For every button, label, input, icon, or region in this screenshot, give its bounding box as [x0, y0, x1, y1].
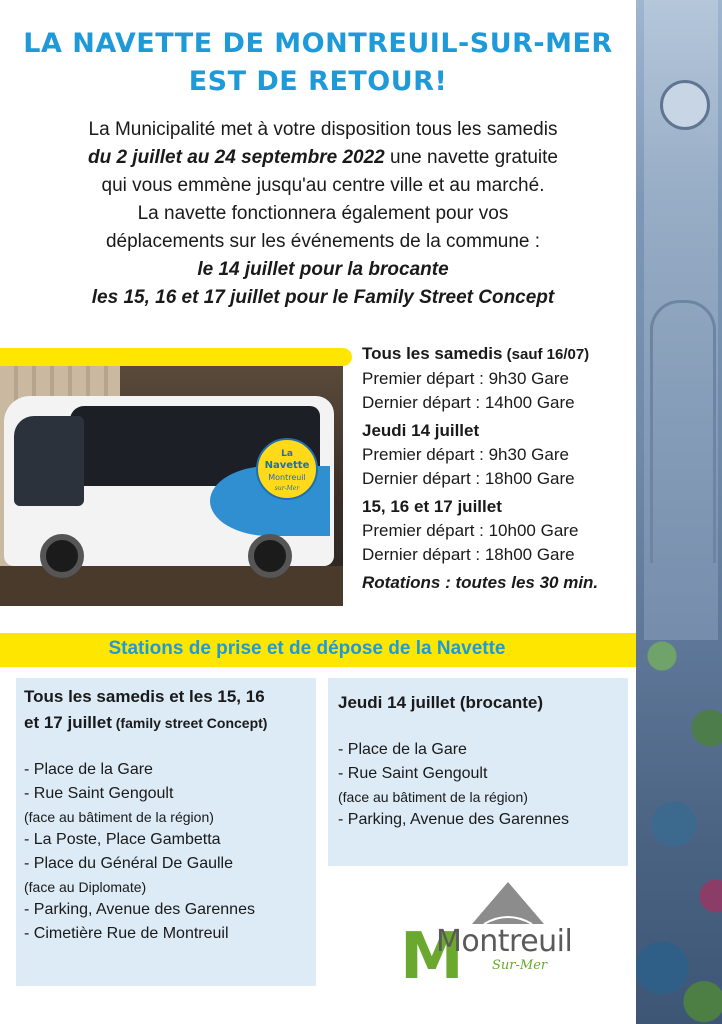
schedule-last-departure: Dernier départ : 18h00 Gare — [362, 545, 575, 564]
list-item-note: (face au bâtiment de la région) — [24, 809, 214, 825]
page-title-line2: EST DE RETOUR! — [188, 66, 448, 97]
list-item-note: (face au Diplomate) — [24, 879, 147, 895]
stations-box-header-text: et 17 juillet — [24, 713, 112, 732]
list-item: - La Poste, Place Gambetta — [24, 831, 221, 848]
schedule-group — [362, 342, 634, 415]
bus-wheel — [40, 534, 84, 578]
rotations-note: Rotations : toutes les 30 min. — [362, 573, 599, 592]
intro-line — [20, 144, 626, 172]
logo-word: Navette — [264, 460, 310, 471]
bus-windshield — [14, 416, 84, 506]
logo-text: Montreuil — [436, 924, 573, 959]
schedule-header-note: (sauf 16/07) — [502, 346, 590, 363]
list-item: - Parking, Avenue des Garennes — [338, 811, 569, 828]
stations-box-header: Tous les samedis et les 15, 16 — [24, 687, 265, 706]
logo-subtext: Sur-Mer — [492, 958, 548, 973]
intro-text — [20, 116, 626, 312]
schedule-header-text: Jeudi 14 juillet — [362, 421, 480, 440]
stations-box-saturdays — [16, 678, 316, 986]
bus-photo — [0, 366, 343, 606]
page-title-line1: LA NAVETTE DE MONTREUIL-SUR-MER — [23, 28, 613, 59]
yellow-accent-bar — [0, 348, 352, 366]
schedule-last-departure: Dernier départ : 18h00 Gare — [362, 469, 575, 488]
list-item: - Rue Saint Gengoult — [338, 765, 488, 782]
intro-line: La navette fonctionnera également pour vos — [137, 203, 509, 224]
list-item: - Place de la Gare — [24, 761, 153, 778]
intro-line: qui vous emmène jusqu'au centre ville et au marché. — [101, 175, 545, 196]
stations-box-header-note: (family street Concept) — [111, 715, 268, 731]
logo-word: Montreuil — [268, 473, 306, 482]
logo-m-letter: M — [400, 920, 464, 990]
intro-line-rest: une navette gratuite — [384, 147, 558, 168]
logo-word: sur-Mer — [274, 485, 300, 492]
schedule-header — [362, 342, 634, 367]
intro-dates: du 2 juillet au 24 septembre 2022 — [88, 147, 385, 168]
stations-box-brocante — [328, 678, 628, 866]
list-item: - Parking, Avenue des Garennes — [24, 901, 255, 918]
schedule-first-departure: Premier départ : 9h30 Gare — [362, 445, 569, 464]
schedule-header-text: Tous les samedis — [362, 344, 503, 363]
stations-box-header: Jeudi 14 juillet (brocante) — [338, 693, 543, 712]
spacer — [24, 736, 308, 758]
list-item: - Place du Général De Gaulle — [24, 855, 233, 872]
spacer — [338, 716, 618, 738]
stations-box-header — [24, 710, 308, 736]
navette-logo — [256, 438, 318, 500]
church-arch — [650, 300, 716, 563]
flowers-decoration — [636, 560, 722, 1024]
intro-line: déplacements sur les événements de la commune : — [105, 231, 541, 252]
schedule-group — [362, 419, 634, 491]
schedule-first-departure: Premier départ : 9h30 Gare — [362, 369, 569, 388]
clock-icon — [660, 80, 710, 130]
stations-list — [338, 738, 618, 832]
navette-logo-text — [258, 440, 316, 498]
intro-event-brocante: le 14 juillet pour la brocante — [197, 259, 449, 280]
list-item-note: (face au bâtiment de la région) — [338, 789, 528, 805]
stations-title: Stations de prise et de dépose de la Navette — [108, 638, 506, 659]
schedule-group — [362, 495, 634, 567]
schedule-first-departure: Premier départ : 10h00 Gare — [362, 521, 579, 540]
schedule-last-departure: Dernier départ : 14h00 Gare — [362, 393, 575, 412]
side-photo-church — [636, 0, 722, 1024]
list-item: - Place de la Gare — [338, 741, 467, 758]
schedule-header-text: 15, 16 et 17 juillet — [362, 497, 502, 516]
intro-event-family-street: les 15, 16 et 17 juillet pour le Family Street Concept — [91, 287, 555, 308]
bus-wheel — [248, 534, 292, 578]
list-item: - Cimetière Rue de Montreuil — [24, 925, 229, 942]
stations-list — [24, 758, 308, 946]
logo-word: La — [281, 449, 293, 459]
intro-line: La Municipalité met à votre disposition tous les samedis — [88, 119, 558, 140]
schedule — [362, 342, 634, 595]
list-item: - Rue Saint Gengoult — [24, 785, 174, 802]
